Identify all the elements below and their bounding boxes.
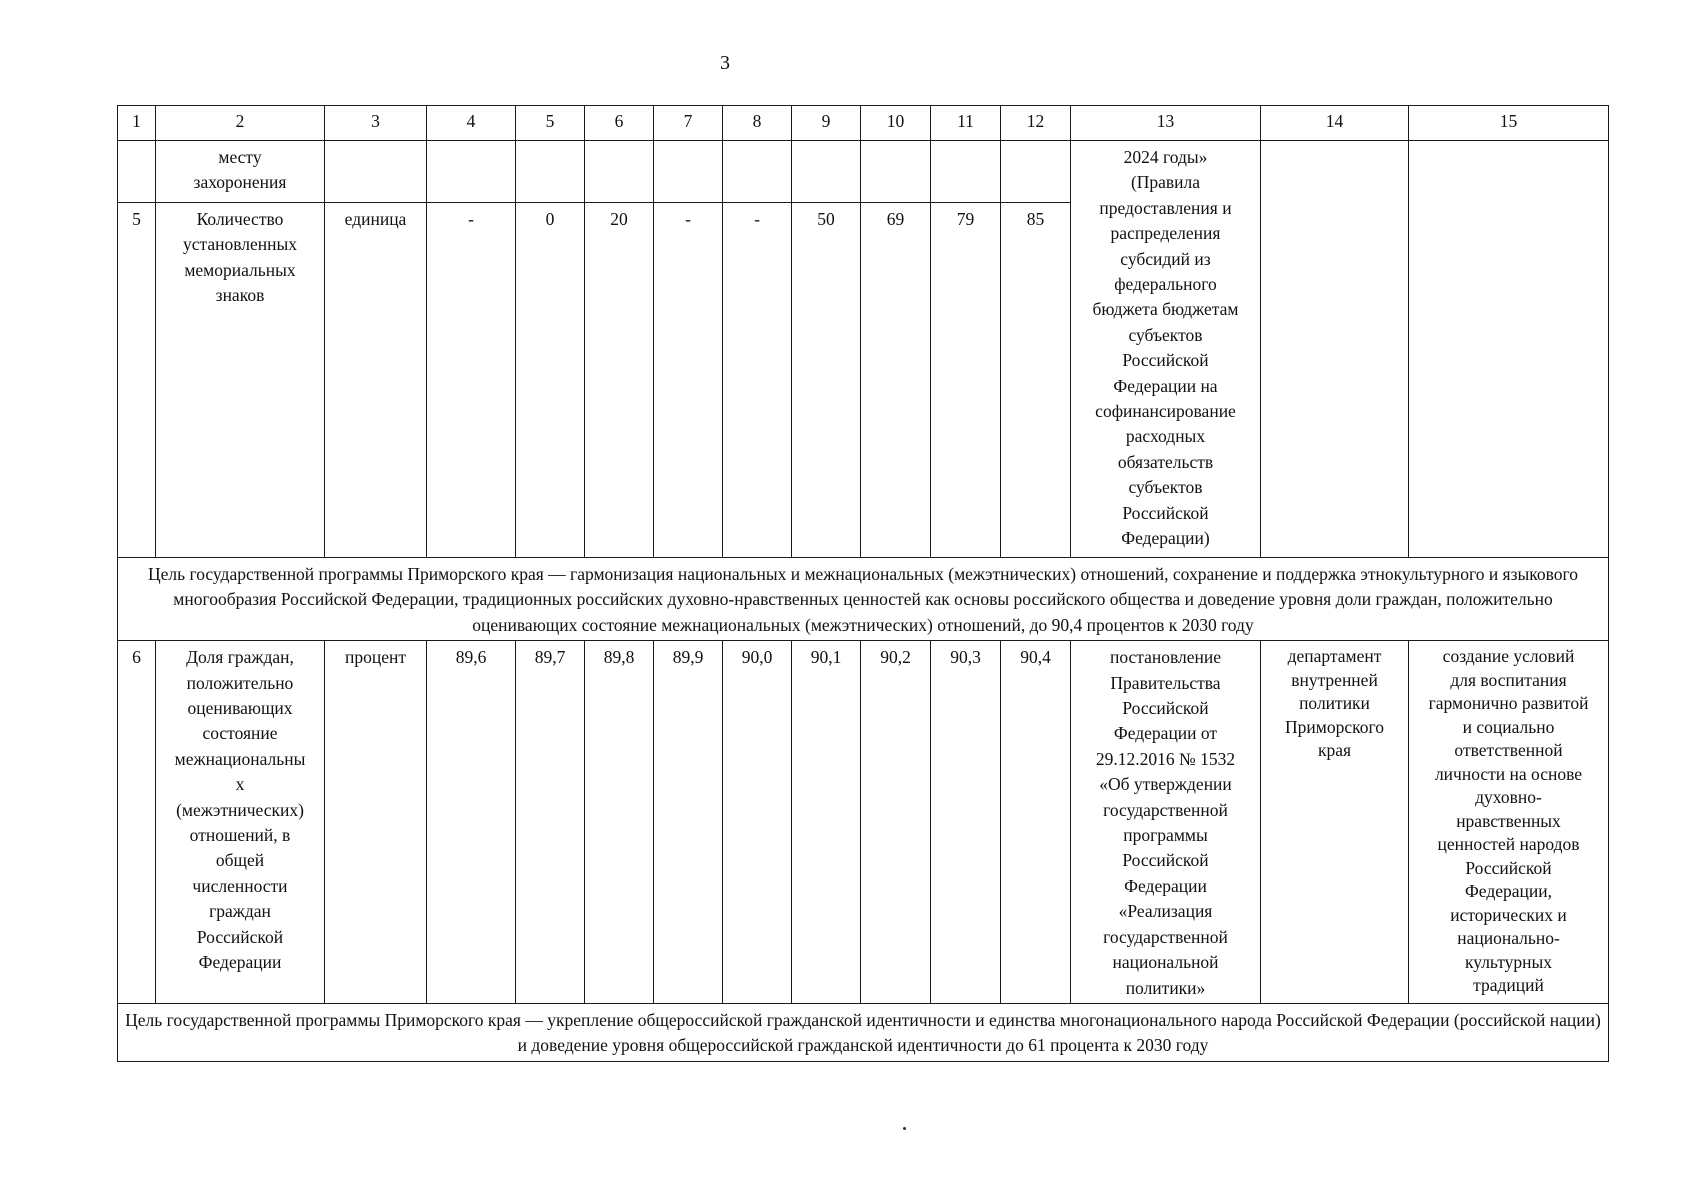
column-number-4: 4 <box>427 106 516 141</box>
continuation-cell-7 <box>654 141 723 203</box>
column-number-9: 9 <box>792 106 861 141</box>
row5-value-10: 69 <box>861 203 931 558</box>
column-number-7: 7 <box>654 106 723 141</box>
row6-value-11: 90,3 <box>931 641 1001 1004</box>
continuation-cell-8 <box>723 141 792 203</box>
column-number-6: 6 <box>585 106 654 141</box>
row5-legal-document: 2024 годы» (Правила предоставления и распределения субсидий из федерального бюджета бюджетам субъектов Российской Федерации на софинансирование расходных обязательств субъектов Российской Федерации) <box>1071 141 1261 558</box>
row6-value-12: 90,4 <box>1001 641 1071 1004</box>
row6-value-10: 90,2 <box>861 641 931 1004</box>
goal-row-2 <box>118 1003 1609 1061</box>
row5-value-12: 85 <box>1001 203 1071 558</box>
row5-value-8: - <box>723 203 792 558</box>
scan-dot-mark <box>903 1127 906 1130</box>
row6-value-8: 90,0 <box>723 641 792 1004</box>
continuation-cell-9 <box>792 141 861 203</box>
column-number-2: 2 <box>156 106 325 141</box>
row6-value-7: 89,9 <box>654 641 723 1004</box>
continuation-cell-10 <box>861 141 931 203</box>
row6-value-6: 89,8 <box>585 641 654 1004</box>
row5-unit: единица <box>325 203 427 558</box>
row6-number: 6 <box>118 641 156 1004</box>
row5-value-11: 79 <box>931 203 1001 558</box>
indicators-table <box>117 105 1609 1062</box>
table-row-6 <box>118 641 1609 1004</box>
program-goal-2: Цель государственной программы Приморского края — укрепление общероссийской гражданской идентичности и единства многонационального народа Российской Федерации (российской нации) и доведение уровня общероссийской гражданской идентичности до 61 процента к 2030 году <box>118 1003 1609 1061</box>
column-number-12: 12 <box>1001 106 1071 141</box>
column-number-13: 13 <box>1071 106 1261 141</box>
column-number-15: 15 <box>1409 106 1609 141</box>
row5-indicator-name: Количество установленных мемориальных знаков <box>156 203 325 558</box>
row6-unit: процент <box>325 641 427 1004</box>
row5-value-7: - <box>654 203 723 558</box>
column-number-8: 8 <box>723 106 792 141</box>
row6-result: создание условий для воспитания гармонично развитой и социально ответственной личности на основе духовно- нравственных ценностей народов Российской Федерации, исторических и национально- культурных традиций <box>1409 641 1609 1004</box>
continuation-cell-11 <box>931 141 1001 203</box>
column-number-row <box>118 106 1609 141</box>
continuation-indicator-name: месту захоронения <box>156 141 325 203</box>
row6-value-4: 89,6 <box>427 641 516 1004</box>
continuation-row <box>118 141 1609 203</box>
goal-row-1 <box>118 558 1609 641</box>
row5-result <box>1409 141 1609 558</box>
row5-value-5: 0 <box>516 203 585 558</box>
continuation-cell-6 <box>585 141 654 203</box>
column-number-10: 10 <box>861 106 931 141</box>
column-number-1: 1 <box>118 106 156 141</box>
row6-value-5: 89,7 <box>516 641 585 1004</box>
continuation-cell-3 <box>325 141 427 203</box>
continuation-cell-12 <box>1001 141 1071 203</box>
column-number-14: 14 <box>1261 106 1409 141</box>
row5-responsible <box>1261 141 1409 558</box>
row5-value-9: 50 <box>792 203 861 558</box>
row6-indicator-name: Доля граждан, положительно оценивающих состояние межнациональны х (межэтнических) отношений, в общей численности граждан Российской Федерации <box>156 641 325 1004</box>
row6-responsible: департамент внутренней политики Приморского края <box>1261 641 1409 1004</box>
row6-legal-document: постановление Правительства Российской Федерации от 29.12.2016 № 1532 «Об утверждении государственной программы Российской Федерации «Реализация государственной национальной политики» <box>1071 641 1261 1004</box>
row5-number: 5 <box>118 203 156 558</box>
row6-value-9: 90,1 <box>792 641 861 1004</box>
column-number-3: 3 <box>325 106 427 141</box>
continuation-cell-5 <box>516 141 585 203</box>
continuation-num-cell <box>118 141 156 203</box>
row5-value-4: - <box>427 203 516 558</box>
page-number: 3 <box>720 52 730 74</box>
continuation-cell-4 <box>427 141 516 203</box>
program-goal-1: Цель государственной программы Приморского края — гармонизация национальных и межнациональных (межэтнических) отношений, сохранение и поддержка этнокультурного и языкового многообразия Российской Федерации, традиционных российских духовно-нравственных ценностей как основы российского общества и доведение уровня доли граждан, положительно оценивающих состояние межнациональных (межэтнических) отношений, до 90,4 процентов к 2030 году <box>118 558 1609 641</box>
column-number-5: 5 <box>516 106 585 141</box>
row5-value-6: 20 <box>585 203 654 558</box>
column-number-11: 11 <box>931 106 1001 141</box>
